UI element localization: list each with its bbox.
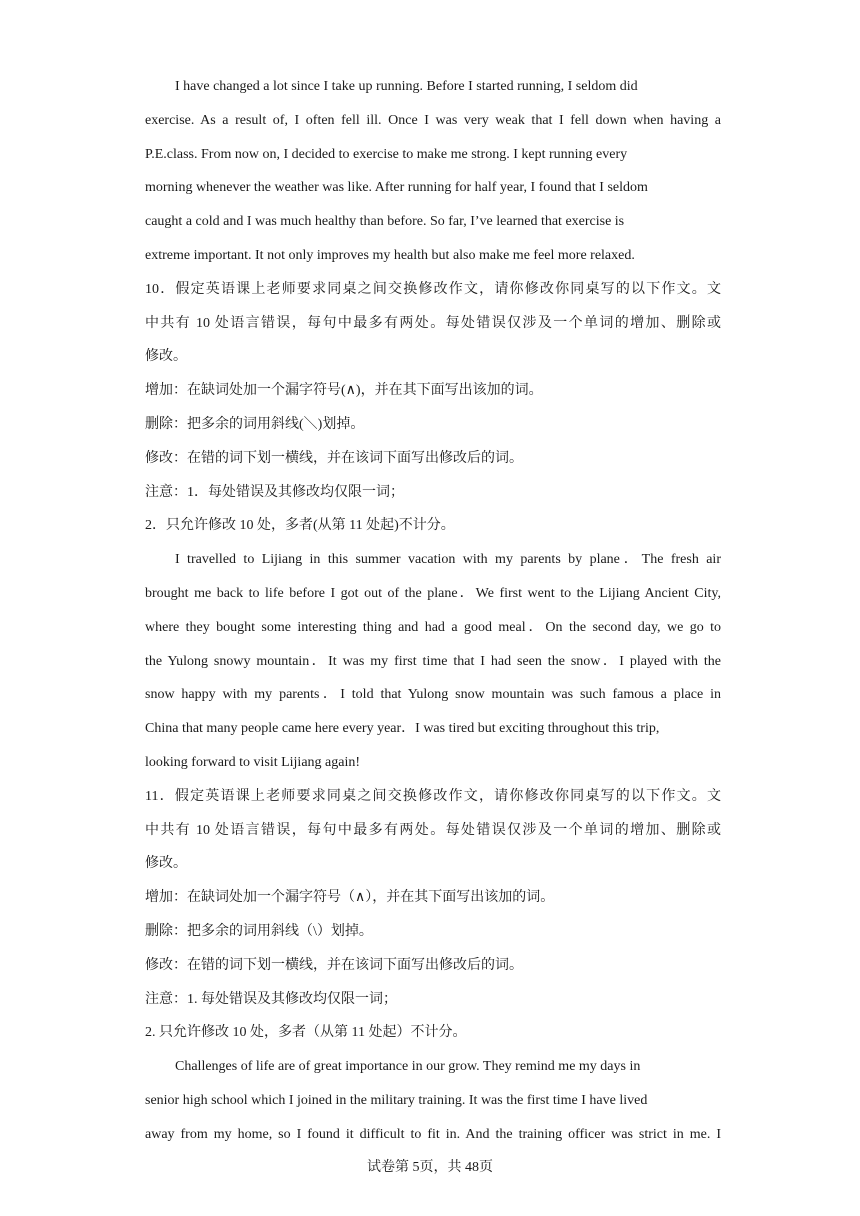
text-line: where they bought some interesting thing and had a good meal．On the second day, we go to bbox=[145, 619, 721, 635]
text-line: 修改：在错的词下划一横线，并在该词下面写出修改后的词。 bbox=[145, 957, 523, 973]
text-line: 中共有 10 处语言错误，每句中最多有两处。每处错误仅涉及一个单词的增加、删除或 bbox=[145, 822, 721, 838]
text-line: extreme important. It not only improves my health but also make me feel more relaxed. bbox=[145, 247, 635, 263]
text-line: I have changed a lot since I take up running. Before I started running, I seldom did bbox=[175, 79, 638, 94]
text-line: 注意：1．每处错误及其修改均仅限一词； bbox=[145, 484, 404, 500]
text-line: 删除：把多余的词用斜线（\）划掉。 bbox=[145, 923, 373, 939]
text-line: 修改。 bbox=[145, 349, 187, 365]
text-line: exercise. As a result of, I often fell ill. Once I was very weak that I fell down when having a bbox=[145, 112, 721, 128]
text-line: looking forward to visit Lijiang again! bbox=[145, 754, 361, 770]
text-line: I travelled to Lijiang in this summer vacation with my parents by plane．The fresh air bbox=[175, 552, 721, 568]
text-line: 增加：在缺词处加一个漏字符号(∧)，并在其下面写出该加的词。 bbox=[145, 383, 543, 399]
text-line: 注意：1. 每处错误及其修改均仅限一词； bbox=[145, 991, 397, 1007]
text-line: morning whenever the weather was like. After running for half year, I found that I seldom bbox=[145, 180, 648, 196]
text-line: 中共有 10 处语言错误，每句中最多有两处。每处错误仅涉及一个单词的增加、删除或 bbox=[145, 315, 721, 331]
text-line: 2．只允许修改 10 处，多者(从第 11 处起)不计分。 bbox=[145, 518, 455, 534]
text-line: 增加：在缺词处加一个漏字符号（∧），并在其下面写出该加的词。 bbox=[145, 890, 555, 906]
text-line: 10．假定英语课上老师要求同桌之间交换修改作文，请你修改你同桌写的以下作文。文 bbox=[145, 281, 721, 297]
text-line: Challenges of life are of great importance in our grow. They remind me my days in bbox=[175, 1059, 641, 1075]
text-line: 删除：把多余的词用斜线(＼)划掉。 bbox=[145, 416, 365, 432]
text-line: 修改：在错的词下划一横线，并在该词下面写出修改后的词。 bbox=[145, 450, 523, 466]
text-line: the Yulong snowy mountain．It was my first time that I had seen the snow．I played with the bbox=[145, 653, 721, 669]
text-line: 2. 只允许修改 10 处，多者（从第 11 处起）不计分。 bbox=[145, 1025, 467, 1041]
text-line: caught a cold and I was much healthy than before. So far, I’ve learned that exercise is bbox=[145, 214, 625, 230]
text-line: brought me back to life before I got out of the plane．We first went to the Lijiang Ancient City, bbox=[145, 585, 721, 601]
text-line: 修改。 bbox=[145, 856, 187, 872]
text-line: senior high school which I joined in the military training. It was the first time I have lived bbox=[145, 1092, 648, 1108]
page-footer: 试卷第 5页，共 48页 bbox=[367, 1160, 493, 1175]
document-body bbox=[145, 70, 721, 1152]
text-line: China that many people came here every year．I was tired but exciting throughout this trip, bbox=[145, 721, 660, 737]
text-line: P.E.class. From now on, I decided to exercise to make me strong. I kept running every bbox=[145, 146, 628, 162]
text-line: away from my home, so I found it difficult to fit in. And the training officer was strict in me. I bbox=[145, 1126, 721, 1142]
text-line: 11．假定英语课上老师要求同桌之间交换修改作文，请你修改你同桌写的以下作文。文 bbox=[145, 788, 721, 804]
text-line: snow happy with my parents．I told that Yulong snow mountain was such famous a place in bbox=[145, 687, 721, 703]
